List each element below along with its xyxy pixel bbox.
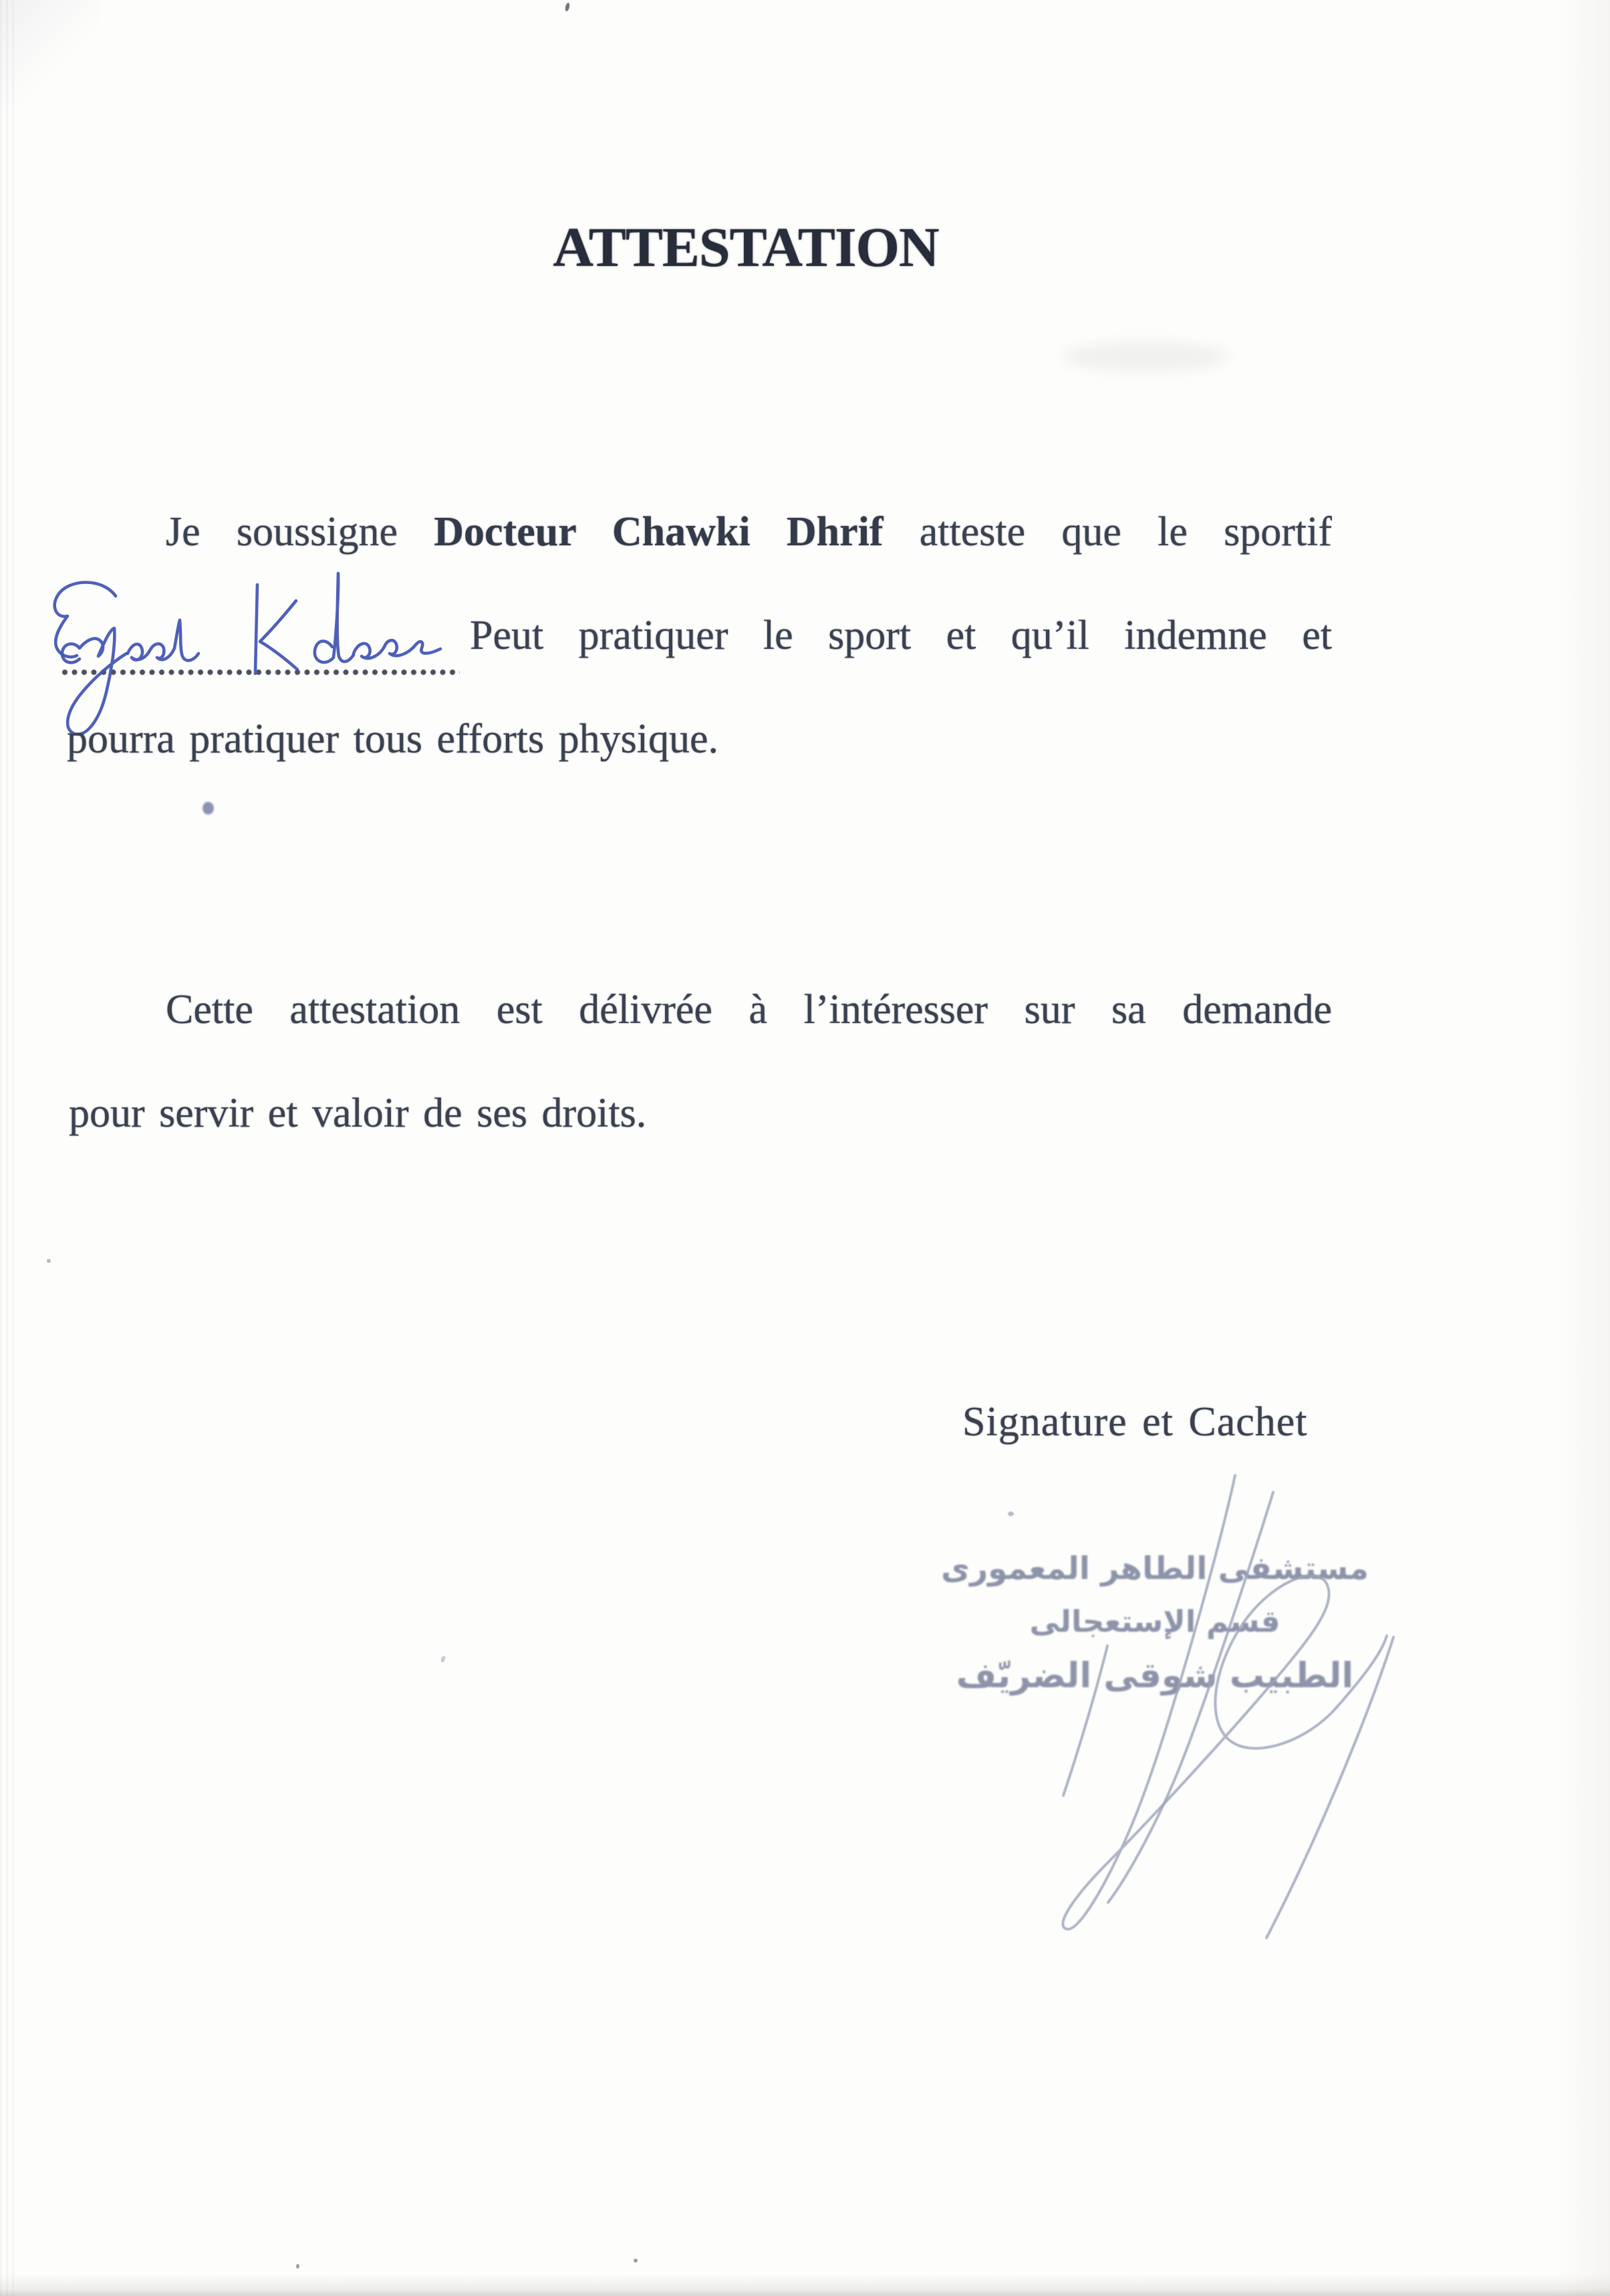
- certificate-line2: Peut pratiquer le sport et qu’il indemne et: [470, 613, 1332, 658]
- delivery-line2: pour servir et valoir de ses droits.: [69, 1091, 647, 1136]
- delivery-line1: Cette attestation est délivrée à l’intéresser sur sa demande: [166, 987, 1332, 1032]
- intro-line: [67, 507, 1332, 561]
- scan-speck: [634, 2259, 638, 2263]
- intro-suffix: atteste que le sportif: [883, 509, 1332, 555]
- scan-speck: [440, 1655, 446, 1663]
- scan-speck: [296, 2264, 299, 2269]
- scan-right-shading: [1557, 0, 1610, 2296]
- stamp-department: قسم الإستعجالى: [1029, 1604, 1281, 1639]
- scan-speck: [47, 1259, 51, 1263]
- scan-bottom-shadow: [0, 2273, 1610, 2296]
- stamp-hospital-name: مستشفى الطاهر المعمورى: [941, 1550, 1369, 1587]
- document-title: ATTESTATION: [553, 217, 939, 279]
- stamp-doctor-name: الطبيب شوقى الضريّف: [956, 1656, 1354, 1696]
- signature-caption: Signature et Cachet: [962, 1399, 1308, 1445]
- doctor-signature-scribble: [952, 1433, 1420, 1975]
- scan-smudge: [1063, 342, 1230, 372]
- ink-blot: [203, 802, 214, 815]
- scan-speck: [1008, 1512, 1014, 1516]
- intro-prefix: Je soussigne: [166, 509, 434, 555]
- scan-left-streaks: [0, 0, 17, 2296]
- doctor-name: Docteur Chawki Dhrif: [434, 509, 884, 555]
- scan-speck: [565, 2, 571, 11]
- certificate-line3: pourra pratiquer tous efforts physique.: [67, 716, 719, 762]
